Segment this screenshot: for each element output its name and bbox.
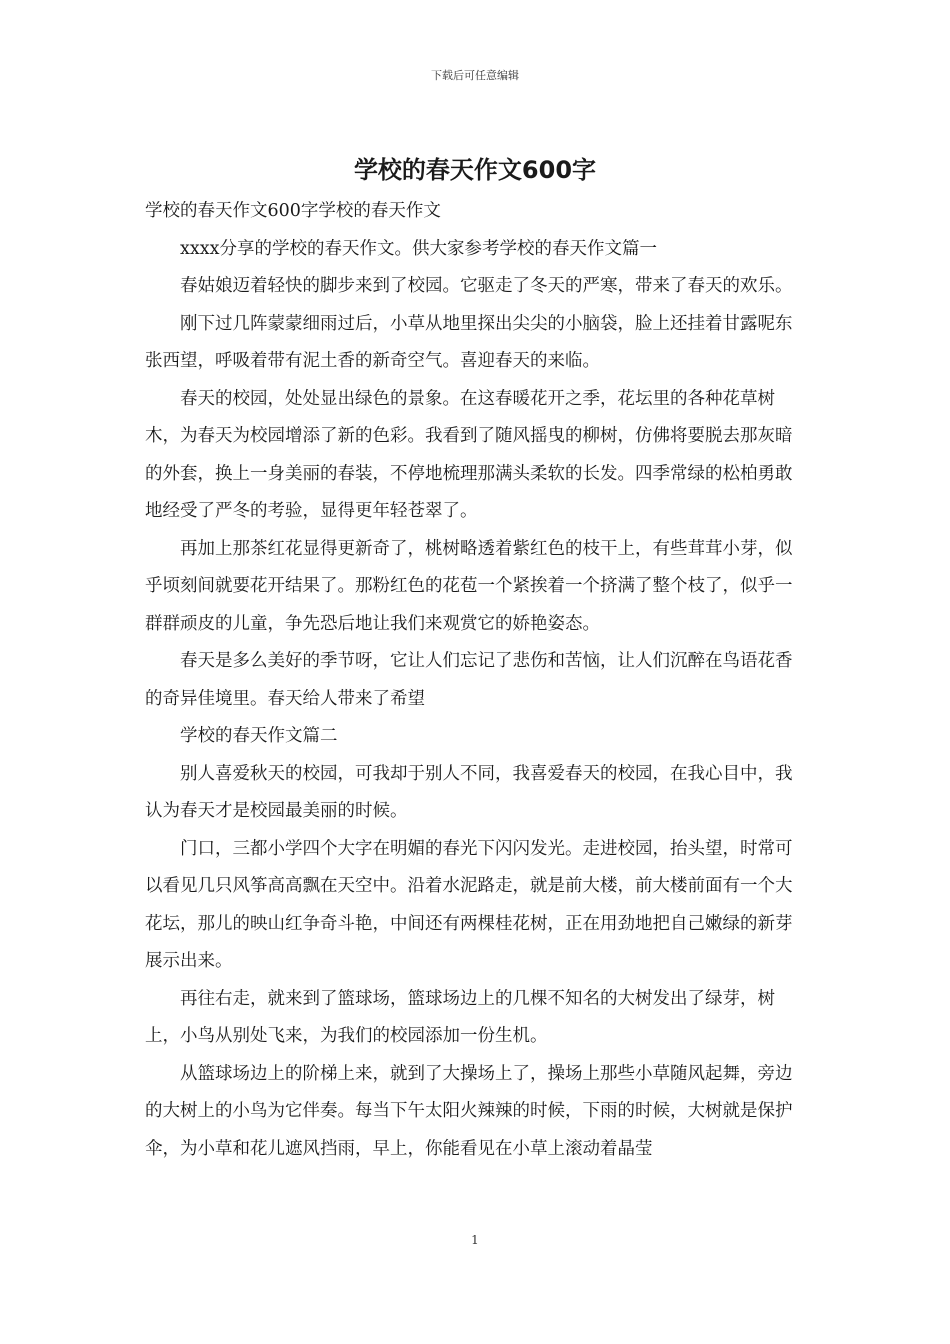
body-paragraph: 从篮球场边上的阶梯上来，就到了大操场上了，操场上那些小草随风起舞，旁边的大树上的小鸟为它伴奏。每当下午太阳火辣辣的时候，下雨的时候，大树就是保护伞，为小草和花儿遮风挡雨，早上，你能看见在小草上滚动着晶莹 [145, 1063, 793, 1159]
body-paragraph: 春天的校园，处处显出绿色的景象。在这春暖花开之季，花坛里的各种花草树木，为春天为校园增添了新的色彩。我看到了随风摇曳的柳树，仿佛将要脱去那灰暗的外套，换上一身美丽的春装，不停地梳理那满头柔软的长发。四季常绿的松柏勇敢地经受了严冬的考验，显得更年轻苍翠了。 [145, 388, 793, 521]
document-title: 学校的春天作文600字 [353, 156, 597, 184]
document-body [145, 193, 809, 1168]
body-paragraph: 再加上那茶红花显得更新奇了，桃树略透着紫红色的枝干上，有些茸茸小芽，似乎顷刻间就要花开结果了。那粉红色的花苞一个紧挨着一个挤满了整个枝了，似乎一群群顽皮的儿童，争先恐后地让我们来观赏它的娇艳姿态。 [145, 538, 793, 634]
body-paragraph: 别人喜爱秋天的校园，可我却于别人不同，我喜爱春天的校园，在我心目中，我认为春天才是校园最美丽的时候。 [145, 763, 793, 821]
section-heading: 学校的春天作文篇二 [180, 726, 338, 746]
intro-paragraph: xxxx分享的学校的春天作文。供大家参考学校的春天作文篇一 [180, 238, 657, 259]
body-paragraph: 刚下过几阵蒙蒙细雨过后，小草从地里探出尖尖的小脑袋，脸上还挂着甘露呢东张西望，呼吸着带有泥土香的新奇空气。喜迎春天的来临。 [145, 313, 793, 371]
page-number: 1 [471, 1233, 479, 1247]
body-paragraph: 再往右走，就来到了篮球场，篮球场边上的几棵不知名的大树发出了绿芽，树上，小鸟从别处飞来，为我们的校园添加一份生机。 [145, 988, 775, 1046]
header-note: 下载后可任意编辑 [431, 69, 519, 82]
body-paragraph: 春姑娘迈着轻快的脚步来到了校园。它驱走了冬天的严寒，带来了春天的欢乐。 [180, 276, 793, 296]
body-paragraph: 春天是多么美好的季节呀，它让人们忘记了悲伤和苦恼，让人们沉醉在鸟语花香的奇异佳境里。春天给人带来了希望 [145, 651, 793, 709]
subtitle-paragraph: 学校的春天作文600字学校的春天作文 [145, 201, 441, 221]
body-paragraph: 门口，三都小学四个大字在明媚的春光下闪闪发光。走进校园，抬头望，时常可以看见几只风筝高高飘在天空中。沿着水泥路走，就是前大楼，前大楼前面有一个大花坛，那儿的映山红争奇斗艳，中间还有两棵桂花树，正在用劲地把自己嫩绿的新芽展示出来。 [145, 838, 793, 971]
